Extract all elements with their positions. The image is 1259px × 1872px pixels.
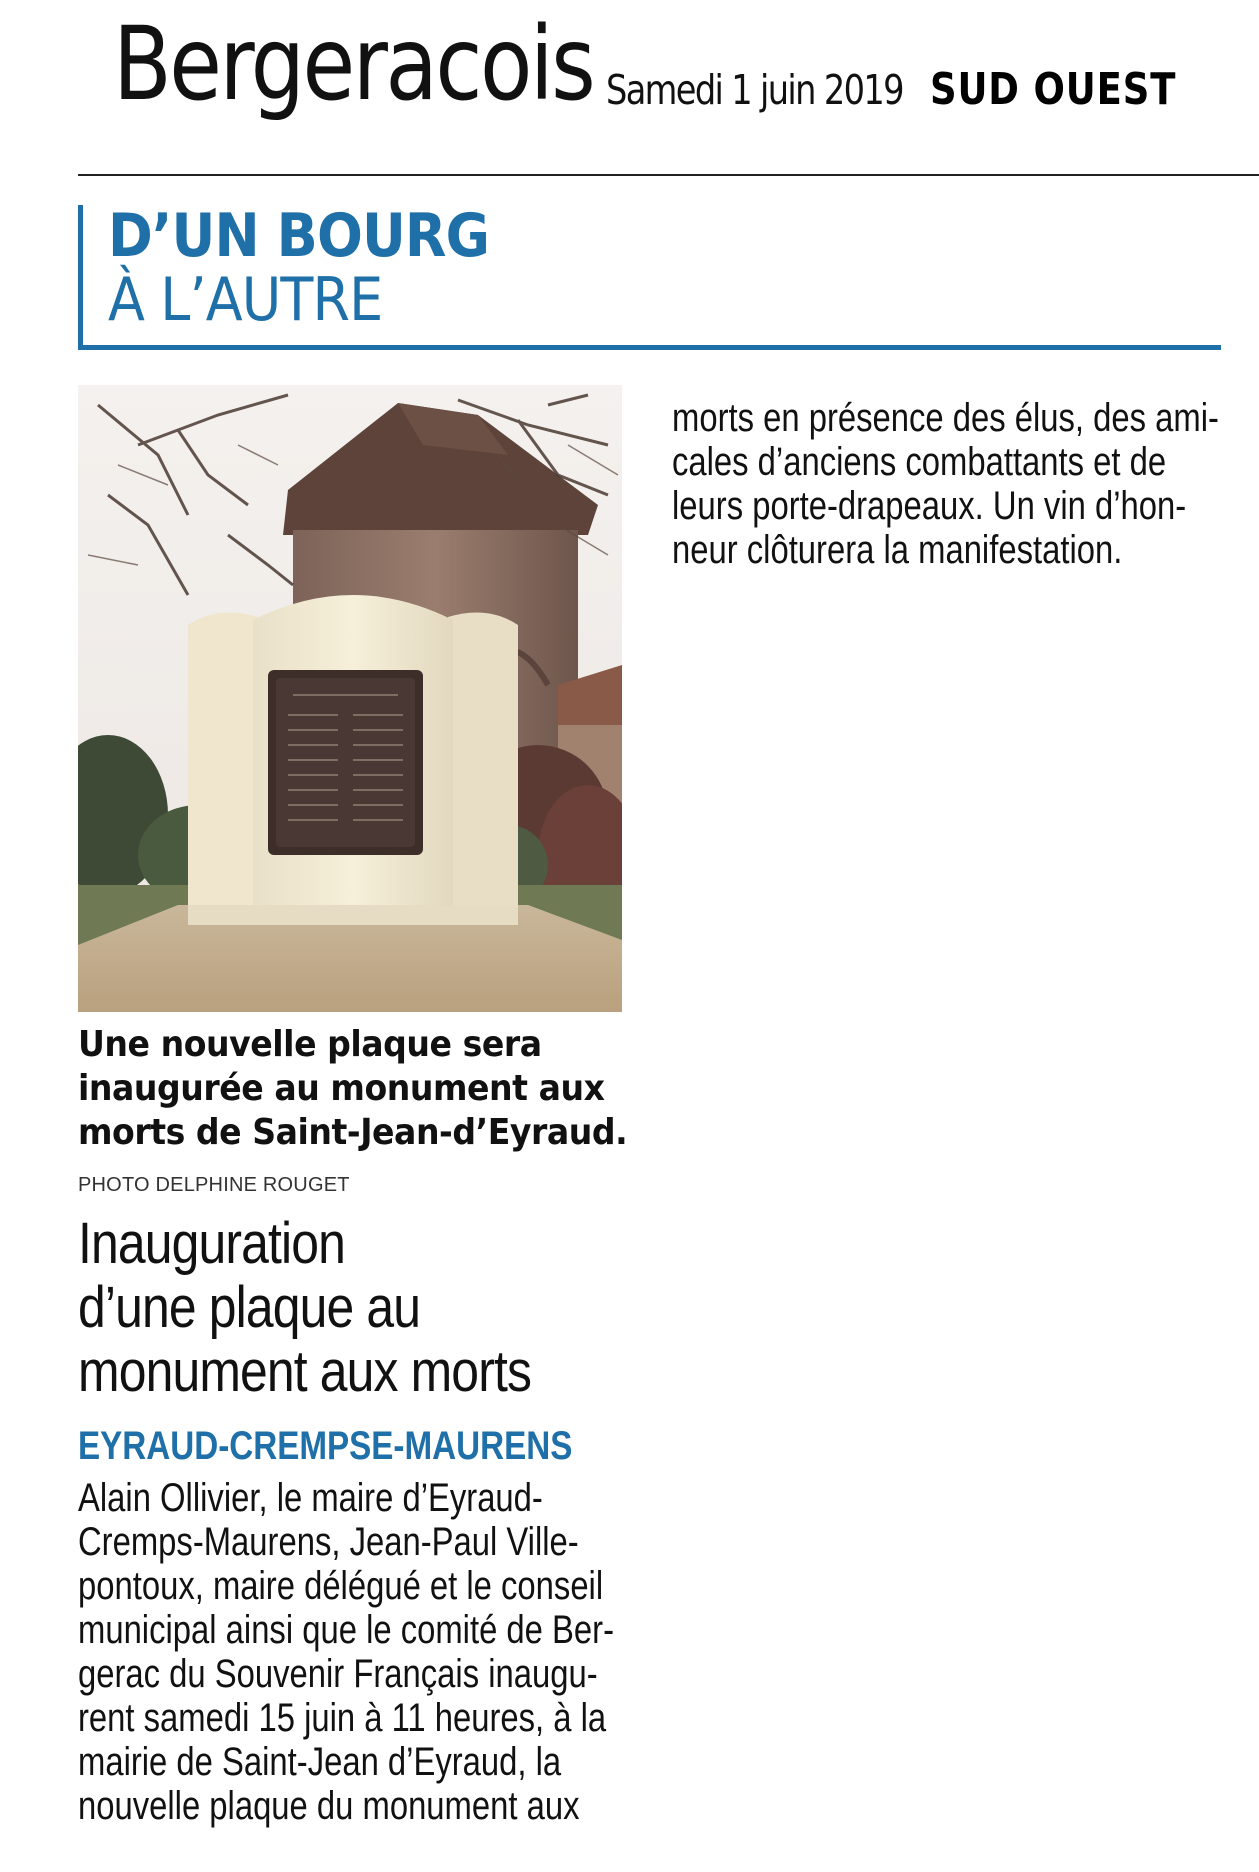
- body-line: Cremps-Maurens, Jean-Paul Ville-: [78, 1520, 579, 1564]
- article-location: EYRAUD-CREMPSE-MAURENS: [78, 1424, 573, 1468]
- body-line: cales d’anciens combattants et de: [672, 440, 1167, 484]
- publication-date: Samedi 1 juin 2019: [606, 66, 903, 114]
- newspaper-logo: SUD OUEST: [930, 64, 1177, 115]
- photo-caption: [78, 1023, 630, 1155]
- rubric-box: [78, 201, 1221, 350]
- headline-line: monument aux morts: [78, 1339, 532, 1404]
- header-divider: [78, 174, 1259, 176]
- body-line: Alain Ollivier, le maire d’Eyraud-: [78, 1476, 543, 1520]
- body-line: morts en présence des élus, des ami-: [672, 396, 1219, 440]
- article-body-column-2: [672, 396, 1219, 572]
- body-line: leurs porte-drapeaux. Un vin d’hon-: [672, 484, 1187, 528]
- masthead: [0, 0, 1259, 176]
- caption-line: Une nouvelle plaque sera: [78, 1024, 542, 1065]
- rubric-left-border: [78, 205, 83, 350]
- body-line: gerac du Souvenir Français inaugu-: [78, 1652, 598, 1696]
- body-line: rent samedi 15 juin à 11 heures, à la: [78, 1696, 607, 1740]
- caption-line: inaugurée au monument aux: [78, 1068, 605, 1109]
- rubric-title: D’UN BOURG: [108, 201, 490, 271]
- headline-line: d’une plaque au: [78, 1275, 421, 1340]
- body-line: mairie de Saint-Jean d’Eyraud, la: [78, 1740, 562, 1784]
- photo-credit: PHOTO DELPHINE ROUGET: [78, 1174, 350, 1196]
- rubric-bottom-border: [78, 345, 1221, 350]
- section-title: Bergeracois: [113, 5, 594, 124]
- body-line: nouvelle plaque du monument aux: [78, 1784, 580, 1828]
- caption-line: morts de Saint-Jean-d’Eyraud.: [78, 1112, 628, 1153]
- rubric-subtitle: À L’AUTRE: [108, 265, 383, 335]
- article-body-column-1: [78, 1476, 614, 1828]
- article-headline: [78, 1212, 628, 1404]
- headline-line: Inauguration: [78, 1211, 346, 1276]
- body-line: neur clôturera la manifestation.: [672, 528, 1123, 572]
- monument-photo: [78, 385, 622, 1012]
- body-line: pontoux, maire délégué et le conseil: [78, 1564, 604, 1608]
- body-line: municipal ainsi que le comité de Ber-: [78, 1608, 614, 1652]
